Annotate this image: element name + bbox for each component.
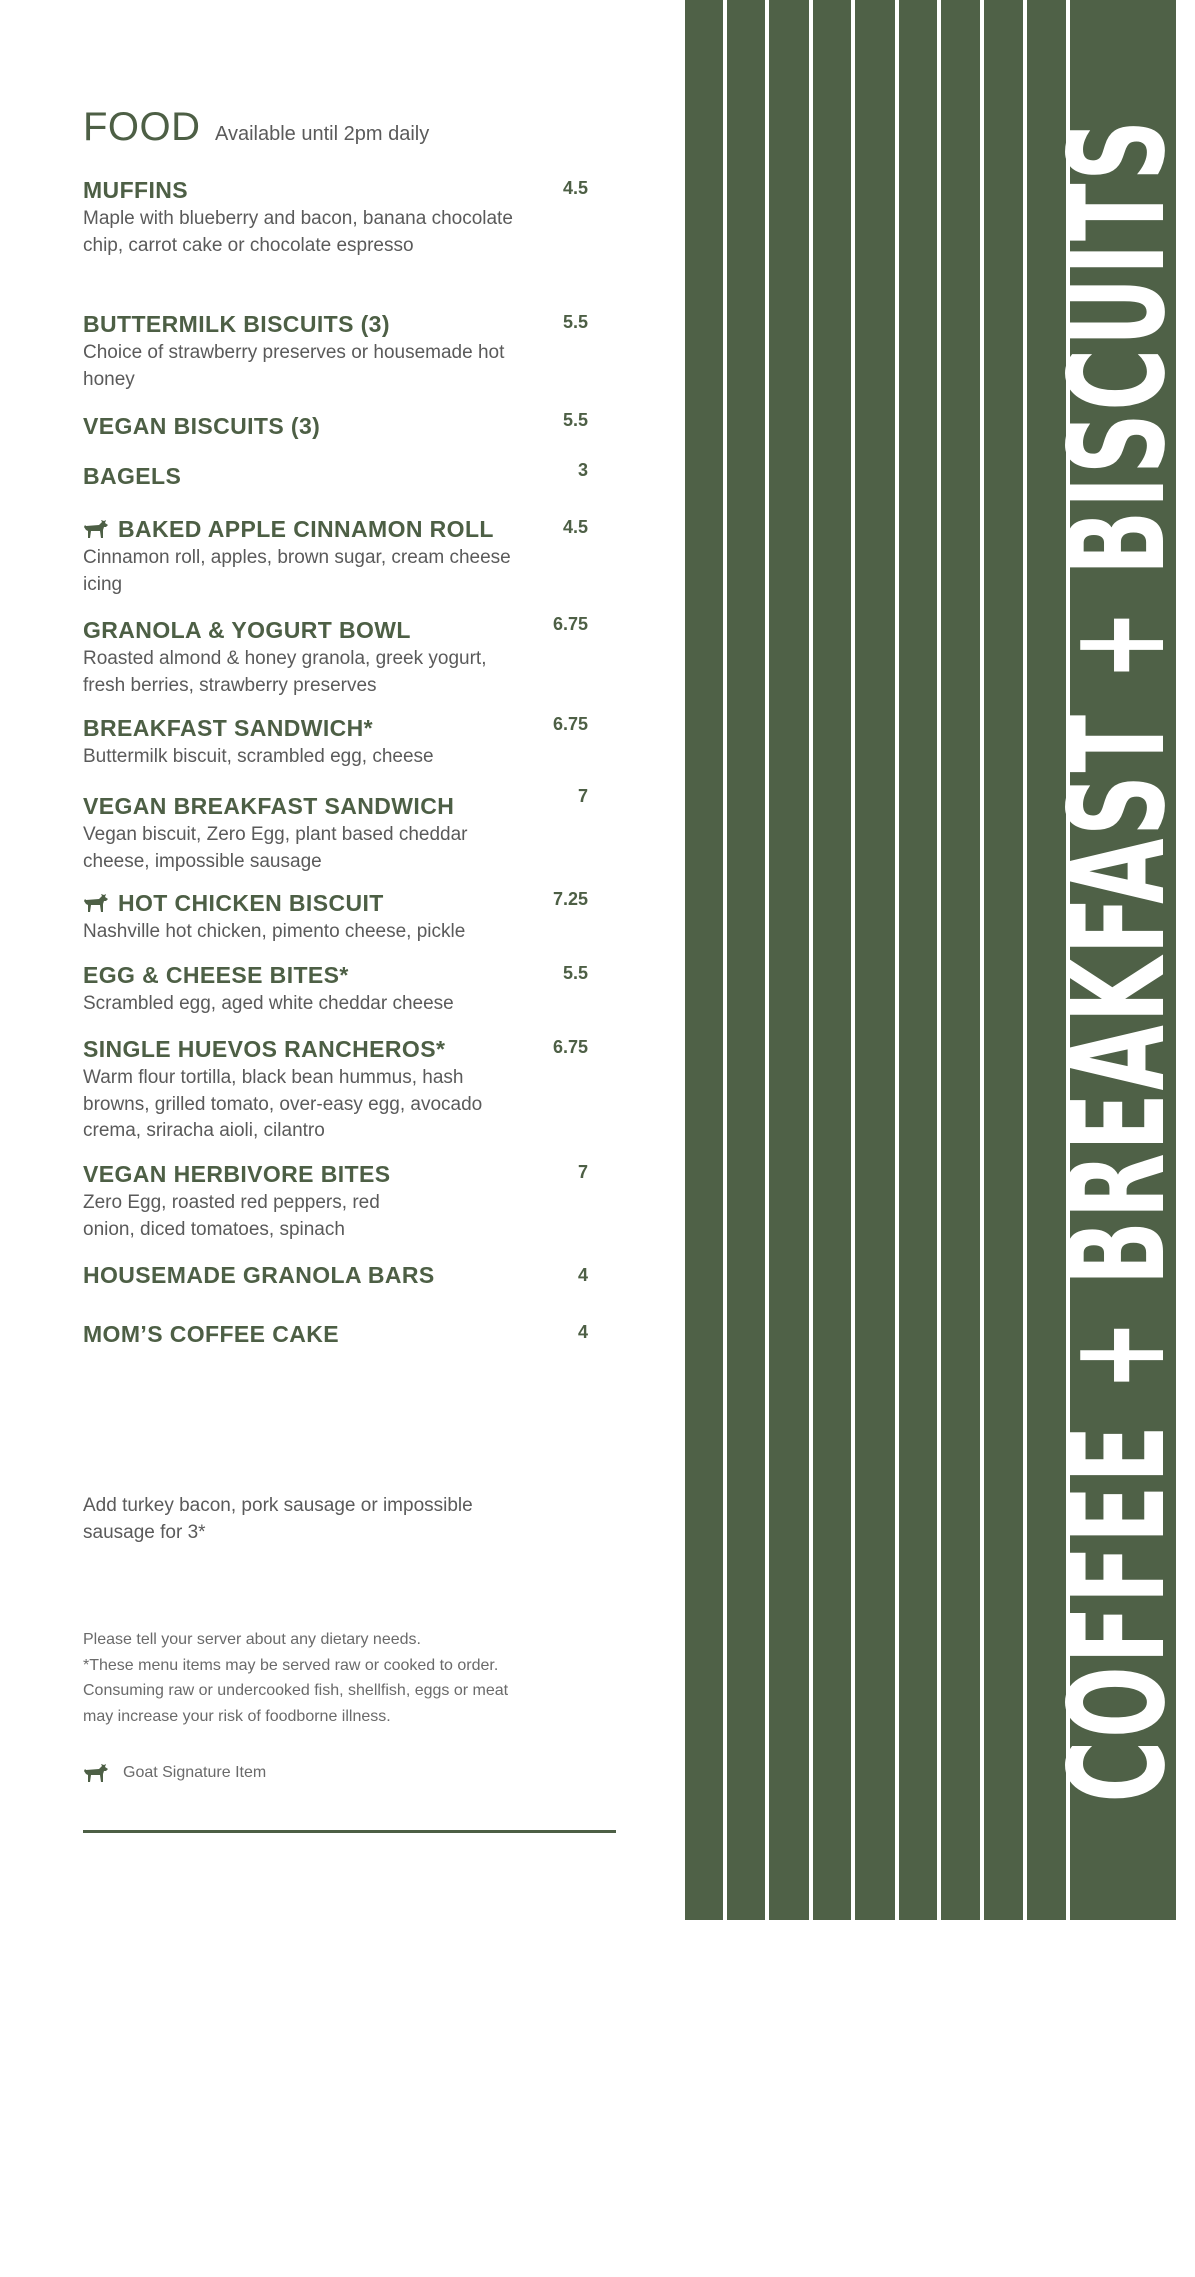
item-description: Maple with blueberry and bacon, banana chocolate chip, carrot cake or chocolate espresso: [83, 208, 513, 256]
banner-stripe: [723, 0, 727, 1920]
note-line: may increase your risk of foodborne illness.: [83, 1707, 391, 1725]
item-price: 3: [577, 460, 588, 480]
menu-item-egg-cheese-bites: [83, 961, 588, 1018]
item-price: 5.5: [562, 963, 588, 983]
item-name: BAKED APPLE CINNAMON ROLL: [118, 516, 494, 542]
menu-item-vegan-biscuits: [83, 412, 588, 440]
item-price: 4: [577, 1265, 588, 1285]
addon-note: Add turkey bacon, pork sausage or impossible sausage for 3*: [83, 1495, 473, 1543]
item-name: SINGLE HUEVOS RANCHEROS*: [83, 1036, 446, 1062]
item-name: VEGAN HERBIVORE BITES: [83, 1161, 391, 1187]
item-price: 4: [577, 1322, 588, 1342]
menu-item-muffins: [83, 176, 588, 259]
item-description: Zero Egg, roasted red peppers, red onion, diced tomatoes, spinach: [83, 1192, 380, 1240]
item-description: Vegan biscuit, Zero Egg, plant based cheddar cheese, impossible sausage: [83, 824, 468, 872]
item-description: Roasted almond & honey granola, greek yogurt, fresh berries, strawberry preserves: [83, 648, 487, 696]
menu-item-moms-coffee-cake: [83, 1320, 588, 1348]
goat-icon: [83, 519, 109, 539]
banner-stripe: [809, 0, 813, 1920]
menu-item-vegan-herbivore-bites: [83, 1160, 588, 1243]
bottom-divider: [83, 1830, 616, 1833]
banner-stripe: [1023, 0, 1027, 1920]
signature-legend: [83, 1763, 266, 1783]
item-price: 7.25: [552, 889, 588, 909]
item-name: VEGAN BREAKFAST SANDWICH: [83, 793, 455, 819]
note-line: Please tell your server about any dietary needs.: [83, 1631, 421, 1648]
item-description: Buttermilk biscuit, scrambled egg, cheese: [83, 746, 434, 767]
banner-stripe: [937, 0, 941, 1920]
item-price: 7: [577, 786, 588, 806]
item-name: MUFFINS: [83, 177, 189, 203]
item-name: HOUSEMADE GRANOLA BARS: [83, 1262, 435, 1288]
item-description: Scrambled egg, aged white cheddar cheese: [83, 993, 454, 1014]
item-price: 6.75: [552, 714, 588, 734]
item-description: Cinnamon roll, apples, brown sugar, cream cheese icing: [83, 547, 511, 595]
menu-subtitle: Available until 2pm daily: [215, 123, 430, 145]
note-line: *These menu items may be served raw or cooked to order.: [83, 1656, 499, 1674]
menu-item-hot-chicken-biscuit: [83, 889, 588, 946]
menu-item-housemade-granola-bars: [83, 1261, 588, 1289]
menu-item-breakfast-sandwich: [83, 714, 588, 771]
goat-icon: [83, 893, 109, 913]
item-price: 5.5: [562, 410, 588, 430]
banner-stripe: [851, 0, 855, 1920]
item-price: 4.5: [562, 517, 588, 537]
item-price: 6.75: [552, 1037, 588, 1057]
banner-stripe: [895, 0, 899, 1920]
menu-item-granola-yogurt-bowl: [83, 616, 588, 699]
menu-item-baked-apple-cinnamon-roll: [83, 515, 588, 598]
item-price: 7: [577, 1162, 588, 1182]
item-price: 6.75: [552, 614, 588, 634]
banner-title-text: COFFEE + BREAKFAST + BISCUITS: [1041, 117, 1195, 1803]
item-description: Warm flour tortilla, black bean hummus, hash browns, grilled tomato, over-easy egg, avocado crema, sriracha aioli, cilantro: [83, 1067, 483, 1141]
banner-stripe: [765, 0, 769, 1920]
banner-title: [1041, 0, 1195, 2277]
note-line: Consuming raw or undercooked fish, shellfish, eggs or meat: [83, 1682, 509, 1699]
menu-item-vegan-breakfast-sandwich: [83, 786, 588, 875]
menu-item-single-huevos-rancheros: [83, 1035, 588, 1145]
menu-header: [83, 105, 429, 150]
banner-stripe: [980, 0, 984, 1920]
goat-icon: [83, 1763, 109, 1783]
item-name: HOT CHICKEN BISCUIT: [118, 890, 384, 916]
item-price: 5.5: [562, 312, 588, 332]
item-description: Nashville hot chicken, pimento cheese, pickle: [83, 921, 466, 942]
item-description: Choice of strawberry preserves or housemade hot honey: [83, 342, 505, 390]
item-price: 4.5: [562, 178, 588, 198]
item-name: EGG & CHEESE BITES*: [83, 962, 349, 988]
dietary-notes: [83, 1627, 563, 1729]
item-name: BREAKFAST SANDWICH*: [83, 715, 373, 741]
item-name: GRANOLA & YOGURT BOWL: [83, 617, 411, 643]
legend-label: Goat Signature Item: [123, 1764, 267, 1781]
menu-title: FOOD: [83, 105, 201, 149]
item-name: BAGELS: [83, 463, 182, 489]
menu-item-buttermilk-biscuits: [83, 310, 588, 393]
item-name: MOM’S COFFEE CAKE: [83, 1321, 339, 1347]
item-name: VEGAN BISCUITS (3): [83, 413, 321, 439]
item-name: BUTTERMILK BISCUITS (3): [83, 311, 390, 337]
menu-item-bagels: [83, 462, 588, 490]
